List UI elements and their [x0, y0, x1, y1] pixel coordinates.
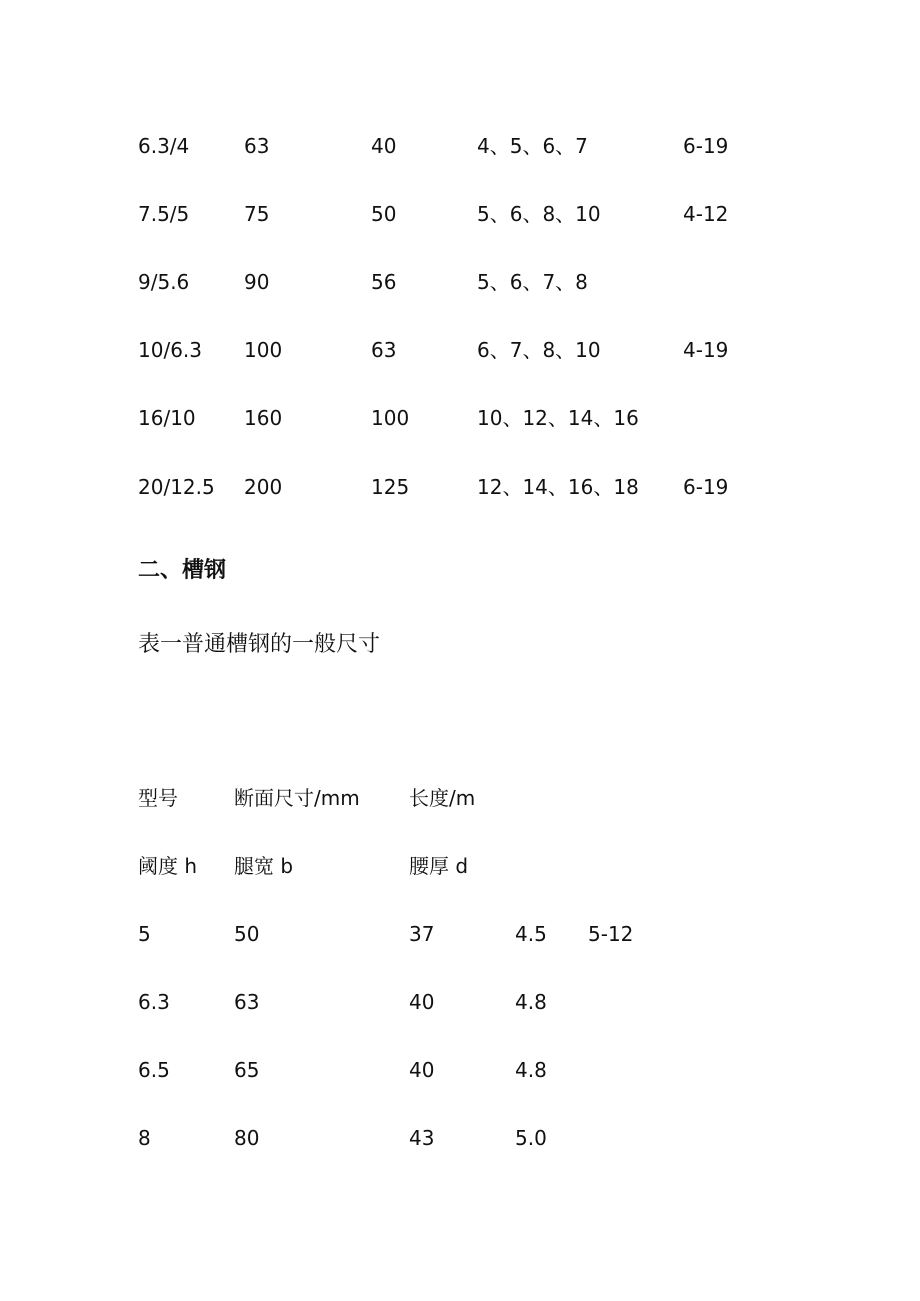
cell-short-side: 100 — [371, 406, 410, 430]
cell-thickness: 5、6、8、10 — [477, 202, 601, 226]
table-row — [0, 992, 920, 1022]
cell-length: 6-19 — [683, 134, 729, 158]
cell-length: 4-19 — [683, 338, 729, 362]
table-row — [0, 408, 920, 438]
cell-long-side: 90 — [244, 270, 270, 294]
table-header-row — [0, 856, 920, 886]
table-row — [0, 924, 920, 954]
cell-thickness: 4、5、6、7 — [477, 134, 588, 158]
cell-long-side: 75 — [244, 202, 270, 226]
header-web-thickness: 腰厚 d — [409, 854, 469, 878]
cell-thickness: 6、7、8、10 — [477, 338, 601, 362]
table-row — [0, 1128, 920, 1158]
cell-web-thickness: 4.8 — [515, 1058, 547, 1082]
cell-model: 6.3 — [138, 990, 170, 1014]
table-row — [0, 272, 920, 302]
header-section-size: 断面尺寸/mm — [234, 786, 360, 810]
table-row — [0, 340, 920, 370]
table-row — [0, 136, 920, 166]
cell-length: 6-19 — [683, 475, 729, 499]
cell-height: 50 — [234, 922, 260, 946]
cell-height: 63 — [234, 990, 260, 1014]
cell-model: 6.3/4 — [138, 134, 190, 158]
cell-short-side: 56 — [371, 270, 397, 294]
cell-model: 16/10 — [138, 406, 196, 430]
cell-short-side: 63 — [371, 338, 397, 362]
cell-short-side: 125 — [371, 475, 410, 499]
cell-long-side: 200 — [244, 475, 283, 499]
cell-long-side: 160 — [244, 406, 283, 430]
cell-model: 20/12.5 — [138, 475, 215, 499]
cell-model: 7.5/5 — [138, 202, 190, 226]
cell-height: 65 — [234, 1058, 260, 1082]
cell-model: 6.5 — [138, 1058, 170, 1082]
table-row — [0, 477, 920, 507]
cell-height: 80 — [234, 1126, 260, 1150]
cell-flange-width: 40 — [409, 1058, 435, 1082]
cell-short-side: 50 — [371, 202, 397, 226]
cell-model: 5 — [138, 922, 151, 946]
table-caption: 表一普通槽钢的一般尺寸 — [138, 632, 381, 657]
table-row — [0, 204, 920, 234]
cell-web-thickness: 4.5 — [515, 922, 547, 946]
cell-model: 8 — [138, 1126, 151, 1150]
cell-long-side: 63 — [244, 134, 270, 158]
cell-web-thickness: 4.8 — [515, 990, 547, 1014]
header-model: 型号 — [138, 786, 178, 810]
cell-thickness: 5、6、7、8 — [477, 270, 588, 294]
cell-thickness: 12、14、16、18 — [477, 475, 639, 499]
header-length: 长度/m — [409, 786, 476, 810]
cell-model: 10/6.3 — [138, 338, 202, 362]
cell-thickness: 10、12、14、16 — [477, 406, 639, 430]
cell-length: 4-12 — [683, 202, 729, 226]
cell-flange-width: 40 — [409, 990, 435, 1014]
header-flange-width: 腿宽 b — [234, 854, 294, 878]
cell-flange-width: 43 — [409, 1126, 435, 1150]
section-heading: 二、槽钢 — [138, 558, 227, 583]
cell-flange-width: 37 — [409, 922, 435, 946]
cell-web-thickness: 5.0 — [515, 1126, 547, 1150]
cell-model: 9/5.6 — [138, 270, 190, 294]
cell-short-side: 40 — [371, 134, 397, 158]
table-header-row — [0, 788, 920, 818]
cell-long-side: 100 — [244, 338, 283, 362]
header-height: 阈度 h — [138, 854, 198, 878]
cell-length: 5-12 — [588, 922, 634, 946]
table-row — [0, 1060, 920, 1090]
